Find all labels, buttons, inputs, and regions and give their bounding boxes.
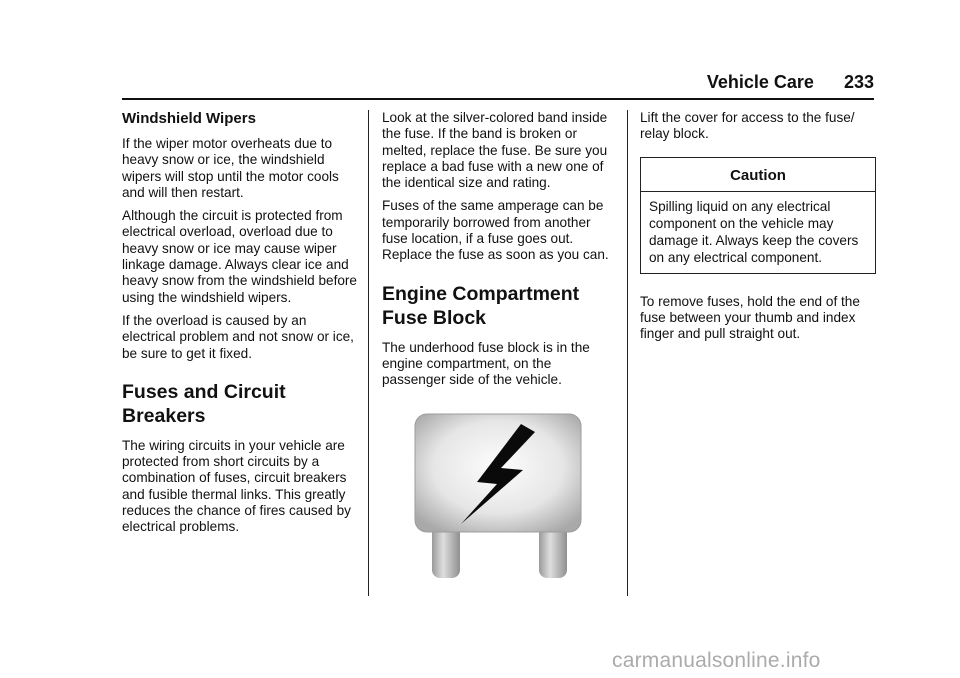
page-header [122, 72, 874, 96]
column-3 [640, 110, 876, 350]
paragraph: Although the circuit is protected from electrical overload, overload due to heavy snow or ice may cause wiper linkage damage. Always clear ice and heavy snow from the windshield before using the windshield wipers. [122, 208, 357, 305]
heading-windshield-wipers: Windshield Wipers [122, 110, 256, 127]
page-number: 233 [843, 72, 874, 92]
footer-watermark: carmanualsonline.info [612, 649, 821, 672]
paragraph: If the overload is caused by an electrical problem and not snow or ice, be sure to get it fixed. [122, 312, 354, 361]
section-title: Vehicle Care [706, 72, 814, 92]
heading-engine-compartment-fuse-block: Engine Compartment Fuse Block [382, 282, 580, 329]
fuse-lightning-icon [413, 412, 583, 582]
paragraph: Fuses of the same amperage can be temporarily borrowed from another fuse location, if a fuse goes out. Replace the fuse as soon as you can. [382, 198, 609, 263]
paragraph: The wiring circuits in your vehicle are protected from short circuits by a combination of fuses, circuit breakers and fusible thermal links. This greatly reduces the chance of fires caused by electrical problems. [122, 437, 351, 535]
paragraph: If the wiper motor overheats due to heavy snow or ice, the windshield wipers will stop until the motor cools and will then restart. [122, 136, 339, 200]
caution-title: Caution [641, 158, 875, 192]
header-rule [122, 98, 874, 100]
heading-fuses-and-circuit-breakers: Fuses and Circuit Breakers [122, 380, 286, 427]
paragraph: The underhood fuse block is in the engine compartment, on the passenger side of the vehicle. [382, 339, 590, 388]
paragraph: Lift the cover for access to the fuse/ relay block. [640, 110, 855, 142]
caution-box [640, 157, 876, 274]
column-divider [627, 110, 628, 596]
column-divider [368, 110, 369, 596]
column-1 [122, 110, 358, 543]
column-2 [382, 110, 616, 396]
caution-text: Spilling liquid on any electrical component on the vehicle may damage it. Always keep the covers on any electrical component. [649, 198, 859, 265]
paragraph: To remove fuses, hold the end of the fuse between your thumb and index finger and pull straight out. [640, 293, 860, 342]
paragraph: Look at the silver-colored band inside the fuse. If the band is broken or melted, replace the fuse. Be sure you replace a bad fuse with a new one of the identical size and rating. [382, 110, 608, 191]
